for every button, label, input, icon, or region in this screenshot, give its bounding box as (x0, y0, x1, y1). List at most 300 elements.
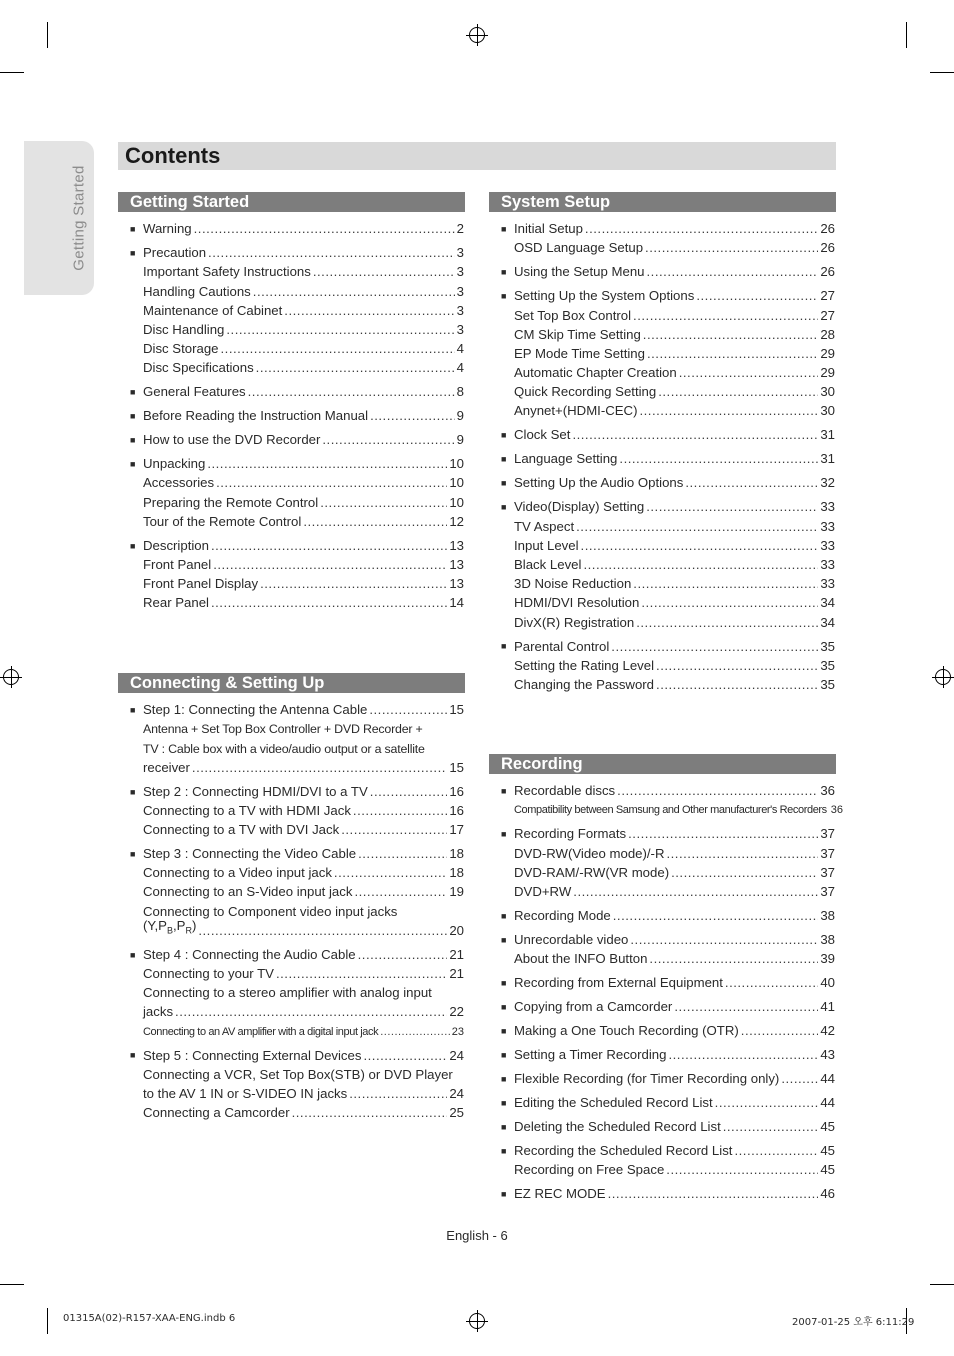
leader-dots (674, 999, 818, 1015)
leader-dots (260, 576, 447, 592)
leader-dots (715, 1095, 819, 1111)
toc-entry (130, 920, 464, 939)
toc-entry (501, 948, 835, 967)
toc-entry-label: Black Level (514, 556, 582, 572)
toc-entry-page: 45 (820, 1162, 835, 1178)
toc-entry (130, 357, 464, 376)
toc-entry (130, 718, 464, 737)
toc-entry-page: 10 (449, 475, 464, 491)
toc-entry-page: 41 (820, 999, 835, 1015)
toc-entry (130, 881, 464, 900)
toc-entry-label: Connecting a VCR, Set Top Box(STB) or DVD Player (143, 1066, 453, 1082)
toc-entry-label: Connecting to an S-Video input jack (143, 884, 353, 900)
toc-entry-label: General Features (143, 384, 246, 400)
toc-entry-label: 3D Noise Reduction (514, 576, 632, 592)
leader-dots (619, 451, 818, 467)
leader-dots (647, 264, 819, 280)
leader-dots (583, 557, 818, 573)
toc-entry-label: TV Aspect (514, 518, 575, 534)
toc-entry-label: Step 5 : Connecting External Devices (143, 1047, 362, 1063)
crop-mark (0, 72, 24, 73)
crop-mark (47, 1308, 48, 1334)
toc-entry-label: Editing the Scheduled Record List (514, 1094, 713, 1110)
toc-entry-label: HDMI/DVI Resolution (514, 595, 640, 611)
toc-entry (501, 424, 835, 443)
toc-entry-label: Connecting to a TV with HDMI Jack (143, 802, 351, 818)
bullet-icon: ■ (130, 387, 136, 398)
toc-entry-label: Tour of the Remote Control (143, 513, 302, 529)
leader-dots (639, 403, 818, 419)
toc-entry-label: to the AV 1 IN or S-VIDEO IN jacks (143, 1085, 348, 1101)
toc-entry (130, 699, 464, 718)
toc-entry-label: Preparing the Remote Control (143, 494, 319, 510)
toc-entry-label: Setting a Timer Recording (514, 1047, 667, 1063)
bullet-icon: ■ (130, 459, 136, 470)
toc-entry-page: 13 (449, 537, 464, 553)
toc-entry-page: 4 (456, 341, 464, 357)
leader-dots (284, 303, 454, 319)
toc-entry-label: Step 1: Connecting the Antenna Cable (143, 702, 368, 718)
leader-dots (573, 884, 818, 900)
toc-entry-label: Setting Up the Audio Options (514, 475, 684, 491)
toc-entry-page: 45 (820, 1118, 835, 1134)
toc-entry-label: About the INFO Button (514, 951, 648, 967)
toc-entry (130, 300, 464, 319)
toc-entry-page: 37 (820, 864, 835, 880)
toc-entry-label: Maintenance of Cabinet (143, 302, 283, 318)
toc-entry-page: 37 (820, 883, 835, 899)
toc-entry (501, 1044, 835, 1063)
bullet-icon: ■ (130, 247, 136, 258)
side-tab-label: Getting Started (70, 165, 88, 271)
toc-entry-label: Quick Recording Setting (514, 384, 657, 400)
leader-dots (369, 702, 447, 718)
toc-entry-label: Disc Handling (143, 321, 225, 337)
toc-entry (130, 218, 464, 237)
registration-mark-icon (935, 669, 951, 685)
leader-dots (334, 865, 447, 881)
toc-entry (130, 261, 464, 280)
leader-dots (358, 846, 447, 862)
bullet-icon: ■ (130, 411, 136, 422)
toc-entry-label: OSD Language Setup (514, 240, 644, 256)
leader-dots (679, 365, 819, 381)
crop-mark (47, 22, 48, 48)
toc-entry-label: Connecting to a stereo amplifier with analog input (143, 985, 432, 1001)
toc-entry (501, 362, 835, 381)
section-header-recording: Recording (489, 754, 836, 774)
toc-entry (130, 381, 464, 400)
bullet-icon: ■ (501, 1121, 507, 1132)
toc-entry-page: 40 (820, 975, 835, 991)
toc-entry (501, 799, 844, 818)
leader-dots (213, 557, 447, 573)
toc-entry-page: 39 (820, 951, 835, 967)
leader-dots (581, 538, 819, 554)
leader-dots (175, 1004, 447, 1020)
toc-entry (501, 862, 835, 881)
toc-entry-label: Recording on Free Space (514, 1162, 665, 1178)
toc-entry-page: 3 (456, 264, 464, 280)
leader-dots (216, 475, 447, 491)
toc-entry-page: 9 (456, 408, 464, 424)
leader-dots (734, 1143, 818, 1159)
toc-entry-page: 36 (820, 783, 835, 799)
leader-dots (723, 1119, 819, 1135)
toc-entry-page: 29 (820, 345, 835, 361)
leader-dots (211, 595, 447, 611)
toc-entry-label: Using the Setup Menu (514, 264, 645, 280)
bullet-icon: ■ (501, 910, 507, 921)
toc-entry-label: Language Setting (514, 451, 618, 467)
bullet-icon: ■ (501, 1049, 507, 1060)
toc-entry (501, 472, 835, 491)
toc-entry (130, 491, 464, 510)
toc-entry-page: 30 (820, 403, 835, 419)
toc-entry-page: 14 (449, 595, 464, 611)
crop-mark (930, 1284, 954, 1285)
bullet-icon: ■ (130, 435, 136, 446)
toc-entry (130, 1001, 464, 1020)
toc-entry (501, 972, 835, 991)
leader-dots (303, 514, 447, 530)
bullet-icon: ■ (501, 502, 507, 513)
toc-entry-page: 26 (820, 240, 835, 256)
leader-dots (370, 784, 448, 800)
toc-entry-page: 38 (820, 931, 835, 947)
toc-entry (130, 1044, 464, 1063)
toc-entry (501, 996, 835, 1015)
toc-entry-label: Recording Mode (514, 907, 611, 923)
registration-mark-icon (469, 27, 485, 43)
toc-entry (130, 280, 464, 299)
toc-entry-page: 2 (456, 221, 464, 237)
toc-entry-label: Connecting to a TV with DVI Jack (143, 822, 340, 838)
toc-entry-page: 24 (449, 1085, 464, 1101)
toc-entry (130, 963, 464, 982)
toc-entry-label: Rear Panel (143, 595, 209, 611)
toc-entry-page: 13 (449, 576, 464, 592)
leader-dots (641, 595, 818, 611)
leader-dots (221, 341, 455, 357)
file-info: 01315A(02)-R157-XAA-ENG.indb 6 (63, 1313, 236, 1324)
toc-entry-page: 26 (820, 264, 835, 280)
bullet-icon: ■ (501, 1188, 507, 1199)
leader-dots (256, 360, 455, 376)
toc-entry (501, 823, 835, 842)
leader-dots (341, 822, 447, 838)
toc-entry-label: Setting Up the System Options (514, 288, 695, 304)
toc-entry-label: Disc Specifications (143, 360, 254, 376)
bullet-icon: ■ (130, 786, 136, 797)
toc-entry-label: Connecting to an AV amplifier with a digital input jack (143, 1025, 379, 1038)
toc-entry-page: 10 (449, 456, 464, 472)
leader-dots (208, 245, 455, 261)
toc-entry (501, 842, 835, 861)
toc-entry-label: Recording Formats (514, 826, 627, 842)
toc-entry-page: 31 (820, 451, 835, 467)
toc-list-getting-started (130, 218, 464, 611)
toc-entry (501, 515, 835, 534)
toc-entry (130, 1064, 464, 1083)
toc-entry-page: 38 (820, 907, 835, 923)
leader-dots (725, 975, 818, 991)
bullet-icon: ■ (501, 454, 507, 465)
registration-mark-icon (469, 1313, 485, 1329)
toc-entry (501, 881, 835, 900)
toc-entry-label: EP Mode Time Setting (514, 345, 645, 361)
toc-entry (501, 304, 835, 323)
leader-dots (585, 221, 818, 237)
leader-dots (253, 284, 455, 300)
leader-dots (636, 615, 818, 631)
toc-entry-label: DVD+RW (514, 883, 572, 899)
toc-entry-label: EZ REC MODE (514, 1186, 606, 1202)
leader-dots (645, 240, 818, 256)
toc-entry-page: 33 (820, 556, 835, 572)
toc-entry-page: 15 (449, 702, 464, 718)
bullet-icon: ■ (501, 430, 507, 441)
leader-dots (207, 456, 447, 472)
bullet-icon: ■ (501, 267, 507, 278)
toc-entry (130, 982, 464, 1001)
toc-entry (130, 781, 464, 800)
toc-entry (501, 261, 835, 280)
toc-entry (501, 1159, 835, 1178)
leader-dots (658, 384, 818, 400)
registration-mark-icon (3, 669, 19, 685)
toc-entry (130, 819, 464, 838)
toc-entry-label: Front Panel (143, 556, 212, 572)
toc-entry-page: 29 (820, 365, 835, 381)
toc-entry-label: Changing the Password (514, 676, 655, 692)
leader-dots (608, 1186, 819, 1202)
leader-dots (696, 288, 818, 304)
toc-entry-label: Step 2 : Connecting HDMI/DVI to a TV (143, 783, 368, 799)
toc-entry-label: Video(Display) Setting (514, 499, 645, 515)
bullet-icon: ■ (501, 829, 507, 840)
toc-entry-page: 27 (820, 288, 835, 304)
toc-entry-page: 21 (449, 946, 464, 962)
toc-entry-label: Unrecordable video (514, 931, 629, 947)
toc-entry-label: How to use the DVD Recorder (143, 432, 321, 448)
toc-entry-label: Making a One Touch Recording (OTR) (514, 1023, 739, 1039)
toc-entry (130, 843, 464, 862)
toc-entry-page: 43 (820, 1047, 835, 1063)
bullet-icon: ■ (501, 291, 507, 302)
toc-entry-label: Disc Storage (143, 341, 219, 357)
leader-dots (370, 408, 455, 424)
toc-entry-page: 16 (449, 802, 464, 818)
toc-entry-page: 37 (820, 845, 835, 861)
toc-entry (501, 496, 835, 515)
toc-entry-page: 19 (449, 884, 464, 900)
toc-entry-page: 42 (820, 1023, 835, 1039)
toc-entry-page: 32 (820, 475, 835, 491)
leader-dots (649, 951, 818, 967)
bullet-icon: ■ (501, 1073, 507, 1084)
toc-entry (501, 573, 835, 592)
bullet-icon: ■ (130, 540, 136, 551)
leader-dots (211, 538, 447, 554)
toc-entry (501, 1068, 835, 1087)
toc-entry (130, 242, 464, 261)
toc-entry-page: 3 (456, 283, 464, 299)
toc-entry-label: Step 3 : Connecting the Video Cable (143, 846, 357, 862)
toc-entry-page: 35 (820, 657, 835, 673)
toc-entry-label: Recordable discs (514, 783, 616, 799)
toc-entry-label: Front Panel Display (143, 576, 259, 592)
toc-entry (130, 405, 464, 424)
leader-dots (781, 1071, 818, 1087)
toc-entry-page: 25 (449, 1105, 464, 1121)
bullet-icon: ■ (501, 641, 507, 652)
leader-dots (666, 1162, 818, 1178)
bullet-icon: ■ (130, 949, 136, 960)
toc-entry-page: 35 (820, 638, 835, 654)
toc-entry-label: Connecting to Component video input jacks (143, 903, 398, 919)
toc-entry-label: Clock Set (514, 427, 571, 443)
leader-dots (656, 658, 818, 674)
toc-entry-label: Description (143, 537, 209, 553)
toc-entry (501, 343, 835, 362)
toc-entry-label: Handling Cautions (143, 283, 251, 299)
bullet-icon: ■ (130, 705, 136, 715)
toc-entry-label: Recording the Scheduled Record List (514, 1142, 733, 1158)
toc-entry-page: 44 (820, 1071, 835, 1086)
toc-entry-page: 3 (456, 302, 464, 318)
toc-entry-page: 9 (456, 432, 464, 448)
toc-entry-page: 27 (820, 307, 835, 323)
toc-entry (130, 554, 464, 573)
toc-entry (501, 611, 835, 630)
leader-dots (572, 427, 818, 443)
toc-entry-page: 8 (456, 384, 464, 400)
toc-entry (130, 737, 464, 756)
toc-entry-page: 45 (820, 1142, 835, 1158)
leader-dots (741, 1023, 819, 1039)
toc-entry (501, 1140, 835, 1159)
leader-dots (380, 1024, 450, 1040)
toc-entry-page: 44 (820, 1094, 835, 1110)
toc-entry-page: 33 (820, 537, 835, 553)
toc-entry-label: Antenna + Set Top Box Controller + DVD Recorder + (143, 722, 423, 737)
bullet-icon: ■ (501, 1145, 507, 1156)
section-header-getting-started: Getting Started (118, 192, 465, 212)
leader-dots (611, 639, 818, 655)
toc-entry (130, 1102, 464, 1121)
toc-entry-page: 31 (820, 427, 835, 443)
leader-dots (666, 846, 818, 862)
toc-list-connecting (130, 699, 464, 1121)
toc-entry-page: 23 (451, 1025, 464, 1038)
bullet-icon: ■ (130, 1050, 136, 1061)
toc-entry (501, 237, 835, 256)
toc-list-recording (501, 780, 844, 1202)
toc-entry-label: DivX(R) Registration (514, 614, 635, 630)
leader-dots (646, 499, 818, 515)
toc-entry-label: Before Reading the Instruction Manual (143, 408, 369, 424)
toc-entry-page: 33 (820, 499, 835, 515)
toc-entry (501, 324, 835, 343)
toc-entry (501, 400, 835, 419)
toc-entry (501, 635, 835, 654)
leader-dots (349, 1086, 447, 1102)
toc-entry-label: TV : Cable box with a video/audio output or a satellite (143, 741, 425, 756)
toc-entry-label: Recording from External Equipment (514, 975, 723, 991)
toc-entry-page: 12 (449, 513, 464, 529)
leader-dots (192, 760, 447, 776)
toc-entry-label: CM Skip Time Setting (514, 326, 641, 342)
leader-dots (630, 932, 818, 948)
bullet-icon: ■ (130, 848, 136, 859)
toc-entry-label: Parental Control (514, 638, 610, 654)
leader-dots (576, 519, 818, 535)
bullet-icon: ■ (130, 224, 136, 234)
leader-dots (354, 884, 447, 900)
toc-entry (501, 554, 835, 573)
toc-entry-label: DVD-RW(Video mode)/-R (514, 845, 665, 861)
section-header-system-setup: System Setup (489, 192, 836, 212)
toc-entry-label: Set Top Box Control (514, 307, 632, 323)
toc-entry (501, 218, 835, 237)
section-header-connecting: Connecting & Setting Up (118, 673, 465, 693)
toc-entry (501, 1092, 835, 1111)
toc-entry-page: 4 (456, 360, 464, 376)
toc-entry-label: Important Safety Instructions (143, 264, 311, 280)
leader-dots (226, 322, 454, 338)
toc-entry (130, 472, 464, 491)
toc-entry-page: 24 (449, 1047, 464, 1063)
leader-dots (647, 346, 818, 362)
toc-entry-page: 36 (830, 804, 844, 817)
toc-entry-label: Precaution (143, 245, 207, 261)
bullet-icon: ■ (501, 478, 507, 489)
toc-entry (130, 511, 464, 530)
toc-entry (501, 1020, 835, 1039)
leader-dots (198, 923, 447, 939)
leader-dots (248, 384, 455, 400)
toc-entry-page: 15 (449, 759, 464, 775)
toc-entry-label: Anynet+(HDMI-CEC) (514, 403, 638, 419)
toc-entry-label: receiver (143, 759, 190, 775)
toc-entry (501, 381, 835, 400)
toc-entry-page: 22 (449, 1004, 464, 1020)
toc-entry (501, 1183, 835, 1202)
toc-entry (501, 929, 835, 948)
toc-entry-page: 3 (456, 321, 464, 337)
leader-dots (656, 677, 818, 693)
toc-entry-label: Connecting a Camcorder (143, 1105, 290, 1121)
toc-entry-label: Accessories (143, 475, 215, 491)
toc-entry-label: Step 4 : Connecting the Audio Cable (143, 946, 356, 962)
toc-entry-page: 28 (820, 326, 835, 342)
toc-entry-page: 30 (820, 384, 835, 400)
toc-entry (501, 285, 835, 304)
leader-dots (668, 1047, 818, 1063)
toc-entry-label: Connecting to your TV (143, 966, 274, 982)
toc-entry (130, 757, 464, 776)
title-bar (118, 142, 836, 170)
toc-entry (130, 573, 464, 592)
toc-entry-label: Warning (143, 221, 192, 237)
leader-dots (633, 308, 818, 324)
leader-dots (313, 264, 455, 280)
toc-entry (130, 429, 464, 448)
toc-entry-page: 16 (449, 783, 464, 799)
toc-entry-label: Connecting to a Video input jack (143, 865, 332, 881)
toc-entry (130, 800, 464, 819)
